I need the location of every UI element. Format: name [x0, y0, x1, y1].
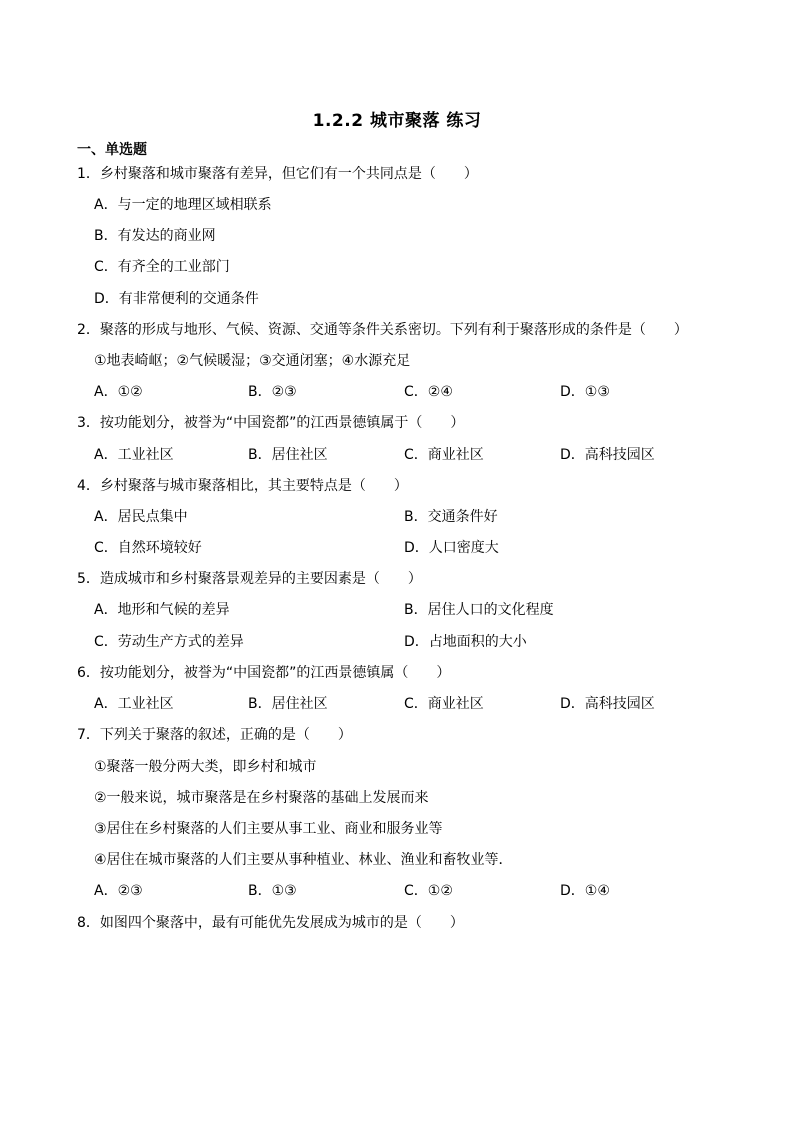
option-b: B．交通条件好 — [404, 509, 498, 525]
option-c: C．商业社区 — [404, 696, 484, 712]
question-item: ①聚落一般分两大类，即乡村和城市 — [94, 759, 317, 775]
option-a: A．地形和气候的差异 — [94, 602, 230, 618]
option-c: C．②④ — [404, 384, 453, 400]
page-title: 1.2.2 城市聚落 练习 — [312, 111, 482, 131]
question-item: ③居住在乡村聚落的人们主要从事工业、商业和服务业等 — [94, 821, 443, 837]
question-stem: 7．下列关于聚落的叙述，正确的是（ ） — [77, 727, 352, 743]
option-b: B．②③ — [248, 384, 297, 400]
question-stem: 6．按功能划分，被誉为“中国瓷都”的江西景德镇属（ ） — [77, 665, 451, 681]
option-b: B．居住人口的文化程度 — [404, 602, 554, 618]
option-d: D．人口密度大 — [404, 540, 499, 556]
question-stem: 8．如图四个聚落中，最有可能优先发展成为城市的是（ ） — [77, 915, 464, 931]
question-item: ①地表崎岖；②气候暖湿；③交通闭塞；④水源充足 — [94, 353, 411, 369]
option-c: C．商业社区 — [404, 447, 484, 463]
option-c: C．劳动生产方式的差异 — [94, 634, 244, 650]
question-stem: 1．乡村聚落和城市聚落有差异，但它们有一个共同点是（ ） — [77, 166, 478, 182]
option-b: B．居住社区 — [248, 447, 328, 463]
option-d: D．①③ — [560, 384, 610, 400]
question-stem: 5．造成城市和乡村聚落景观差异的主要因素是（ ） — [77, 571, 422, 587]
question-stem: 3．按功能划分，被誉为“中国瓷都”的江西景德镇属于（ ） — [77, 415, 465, 431]
option-d: D．有非常便利的交通条件 — [94, 291, 259, 307]
option-a: A．工业社区 — [94, 447, 174, 463]
question-item: ②一般来说，城市聚落是在乡村聚落的基础上发展而来 — [94, 790, 429, 806]
option-d: D．高科技园区 — [560, 696, 655, 712]
option-d: D．①④ — [560, 883, 610, 899]
question-stem: 2．聚落的形成与地形、气候、资源、交通等条件关系密切。下列有利于聚落形成的条件是（ ） — [77, 322, 688, 338]
option-b: B．有发达的商业网 — [94, 228, 216, 244]
option-d: D．占地面积的大小 — [404, 634, 527, 650]
option-b: B．居住社区 — [248, 696, 328, 712]
option-a: A．居民点集中 — [94, 509, 188, 525]
option-c: C．①② — [404, 883, 453, 899]
question-stem: 4．乡村聚落与城市聚落相比，其主要特点是（ ） — [77, 478, 408, 494]
option-a: A．①② — [94, 384, 143, 400]
option-a: A．工业社区 — [94, 696, 174, 712]
question-item: ④居住在城市聚落的人们主要从事种植业、林业、渔业和畜牧业等． — [94, 852, 513, 868]
option-c: C．有齐全的工业部门 — [94, 259, 230, 275]
option-c: C．自然环境较好 — [94, 540, 202, 556]
option-b: B．①③ — [248, 883, 297, 899]
option-a: A．②③ — [94, 883, 143, 899]
option-d: D．高科技园区 — [560, 447, 655, 463]
option-a: A．与一定的地理区域相联系 — [94, 197, 272, 213]
section-heading: 一、单选题 — [77, 142, 147, 158]
